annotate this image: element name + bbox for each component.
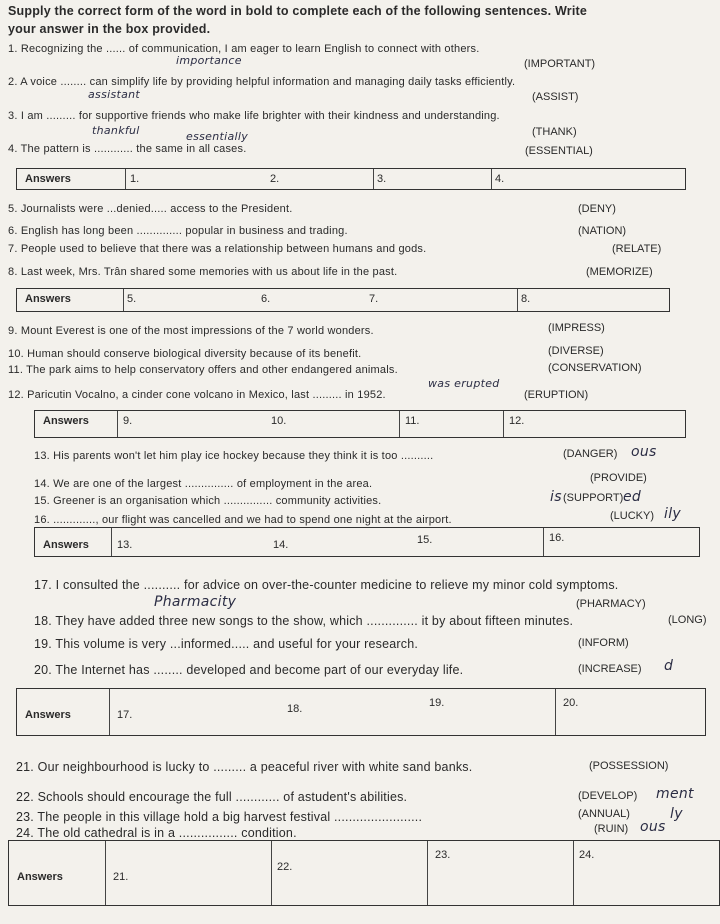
item-12: 12. Paricutin Vocalno, a cinder cone volcano in Mexico, last ......... in 1952. — [8, 389, 386, 401]
item-7-cue: (RELATE) — [612, 243, 662, 255]
answer-slot-22[interactable]: 22. — [277, 861, 293, 873]
item-13-cue-suffix: ous — [631, 444, 657, 460]
answer-slot-15[interactable]: 15. — [417, 534, 433, 546]
answer-box-3 — [34, 410, 686, 438]
item-18: 18. They have added three new songs to the show, which .............. it by about fifteen minutes. — [34, 614, 574, 628]
answer-slot-5[interactable]: 5. — [127, 293, 137, 305]
item-22-cue-suffix: ment — [656, 786, 694, 802]
answer-slot-11[interactable]: 11. — [405, 415, 420, 427]
item-8-cue: (MEMORIZE) — [586, 266, 653, 278]
answer-slot-24[interactable]: 24. — [579, 849, 595, 861]
item-20-cue-suffix: d — [664, 658, 674, 674]
item-17: 17. I consulted the .......... for advice on over-the-counter medicine to relieve my minor cold symptoms. — [34, 578, 619, 592]
item-23-cue-suffix: ly — [670, 806, 683, 822]
answer-slot-20[interactable]: 20. — [563, 697, 579, 709]
answer-box-label: Answers — [43, 539, 89, 551]
item-1-answer: importance — [176, 54, 242, 67]
answer-slot-14[interactable]: 14. — [273, 539, 289, 551]
item-9-cue: (IMPRESS) — [548, 322, 605, 334]
item-3-cue: (THANK) — [532, 126, 577, 138]
item-2: 2. A voice ........ can simplify life by providing helpful information and managing daily tasks efficiently. — [8, 76, 516, 88]
answer-slot-10[interactable]: 10. — [271, 415, 287, 427]
answer-box-label: Answers — [25, 293, 71, 305]
item-8: 8. Last week, Mrs. Trân shared some memories with us about life in the past. — [8, 266, 398, 278]
item-4-cue: (ESSENTIAL) — [525, 145, 593, 157]
answer-slot-21[interactable]: 21. — [113, 871, 129, 883]
answer-box-4 — [34, 527, 700, 557]
instructions-line-1: Supply the correct form of the word in bold to complete each of the following sentences. Write — [8, 4, 588, 18]
answer-slot-23[interactable]: 23. — [435, 849, 451, 861]
item-23-cue: (ANNUAL) — [578, 808, 630, 820]
item-20: 20. The Internet has ........ developed and become part of our everyday life. — [34, 663, 464, 677]
item-2-answer: assistant — [88, 88, 141, 101]
item-15-cue: (SUPPORT) — [563, 492, 624, 504]
answer-slot-6[interactable]: 6. — [261, 293, 271, 305]
item-16-cue-suffix: ily — [664, 506, 681, 522]
item-9: 9. Mount Everest is one of the most impressions of the 7 world wonders. — [8, 325, 374, 337]
item-5-cue: (DENY) — [578, 203, 616, 215]
answer-box-label: Answers — [43, 415, 89, 427]
item-14: 14. We are one of the largest ............... of employment in the area. — [34, 478, 373, 490]
item-14-cue: (PROVIDE) — [590, 472, 647, 484]
item-3: 3. I am ......... for supportive friends who make life brighter with their kindness and understanding. — [8, 110, 500, 122]
answer-slot-17[interactable]: 17. — [117, 709, 133, 721]
item-16: 16. ............., our flight was cancelled and we had to spend one night at the airport. — [34, 514, 452, 526]
answer-slot-1[interactable]: 1. — [130, 173, 140, 185]
item-16-cue: (LUCKY) — [610, 510, 655, 522]
item-24-cue-suffix: ous — [640, 819, 666, 835]
item-4-answer: essentially — [186, 130, 249, 143]
item-12-answer: was erupted — [428, 377, 500, 390]
item-4: 4. The pattern is ............ the same in all cases. — [8, 143, 247, 155]
answer-slot-12[interactable]: 12. — [509, 415, 525, 427]
answer-box-6 — [8, 840, 720, 906]
item-24: 24. The old cathedral is in a ................ condition. — [16, 826, 297, 840]
item-13-cue: (DANGER) — [563, 448, 618, 460]
answer-slot-9[interactable]: 9. — [123, 415, 133, 427]
item-17-answer: Pharmacity — [154, 594, 237, 610]
item-24-cue: (RUIN) — [594, 823, 629, 835]
item-1-cue: (IMPORTANT) — [524, 58, 596, 70]
item-7: 7. People used to believe that there was a relationship between humans and gods. — [8, 243, 427, 255]
answer-slot-19[interactable]: 19. — [429, 697, 445, 709]
item-17-cue: (PHARMACY) — [576, 598, 646, 610]
item-3-answer: thankful — [92, 124, 140, 137]
item-15-cue-suffix: ed — [623, 489, 642, 505]
item-18-cue: (LONG) — [668, 614, 707, 626]
item-22-cue: (DEVELOP) — [578, 790, 638, 802]
item-6-cue: (NATION) — [578, 225, 627, 237]
item-23: 23. The people in this village hold a big harvest festival ........................ — [16, 810, 423, 824]
item-6: 6. English has long been .............. popular in business and trading. — [8, 225, 348, 237]
item-10-cue: (DIVERSE) — [548, 345, 604, 357]
item-13: 13. His parents won't let him play ice hockey because they think it is too .......... — [34, 450, 434, 462]
answer-box-label: Answers — [17, 871, 63, 883]
answer-box-label: Answers — [25, 173, 71, 185]
answer-slot-2[interactable]: 2. — [270, 173, 280, 185]
item-12-cue: (ERUPTION) — [524, 389, 589, 401]
answer-box-label: Answers — [25, 709, 71, 721]
item-21-cue: (POSSESSION) — [589, 760, 669, 772]
answer-slot-8[interactable]: 8. — [521, 293, 531, 305]
answer-box-2 — [16, 288, 670, 312]
item-15-cue-prefix: is — [550, 489, 562, 505]
answer-slot-13[interactable]: 13. — [117, 539, 133, 551]
item-11-cue: (CONSERVATION) — [548, 362, 642, 374]
item-22: 22. Schools should encourage the full ............ of astudent's abilities. — [16, 790, 408, 804]
answer-slot-16[interactable]: 16. — [549, 532, 565, 544]
item-10: 10. Human should conserve biological diversity because of its benefit. — [8, 348, 362, 360]
item-2-cue: (ASSIST) — [532, 91, 579, 103]
item-20-cue: (INCREASE) — [578, 663, 642, 675]
answer-box-5 — [16, 688, 706, 736]
item-11: 11. The park aims to help conservatory offers and other endangered animals. — [8, 364, 398, 376]
answer-slot-3[interactable]: 3. — [377, 173, 387, 185]
item-19-cue: (INFORM) — [578, 637, 629, 649]
item-21: 21. Our neighbourhood is lucky to ......... a peaceful river with white sand banks. — [16, 760, 473, 774]
answer-slot-7[interactable]: 7. — [369, 293, 379, 305]
answer-slot-4[interactable]: 4. — [495, 173, 505, 185]
answer-box-1 — [16, 168, 686, 190]
item-5: 5. Journalists were ...denied..... access to the President. — [8, 203, 293, 215]
instructions-line-2: your answer in the box provided. — [8, 22, 211, 36]
item-19: 19. This volume is very ...informed..... and useful for your research. — [34, 637, 419, 651]
answer-slot-18[interactable]: 18. — [287, 703, 303, 715]
item-1: 1. Recognizing the ...... of communication, I am eager to learn English to connect with others. — [8, 43, 480, 55]
item-15: 15. Greener is an organisation which ............... community activities. — [34, 495, 382, 507]
